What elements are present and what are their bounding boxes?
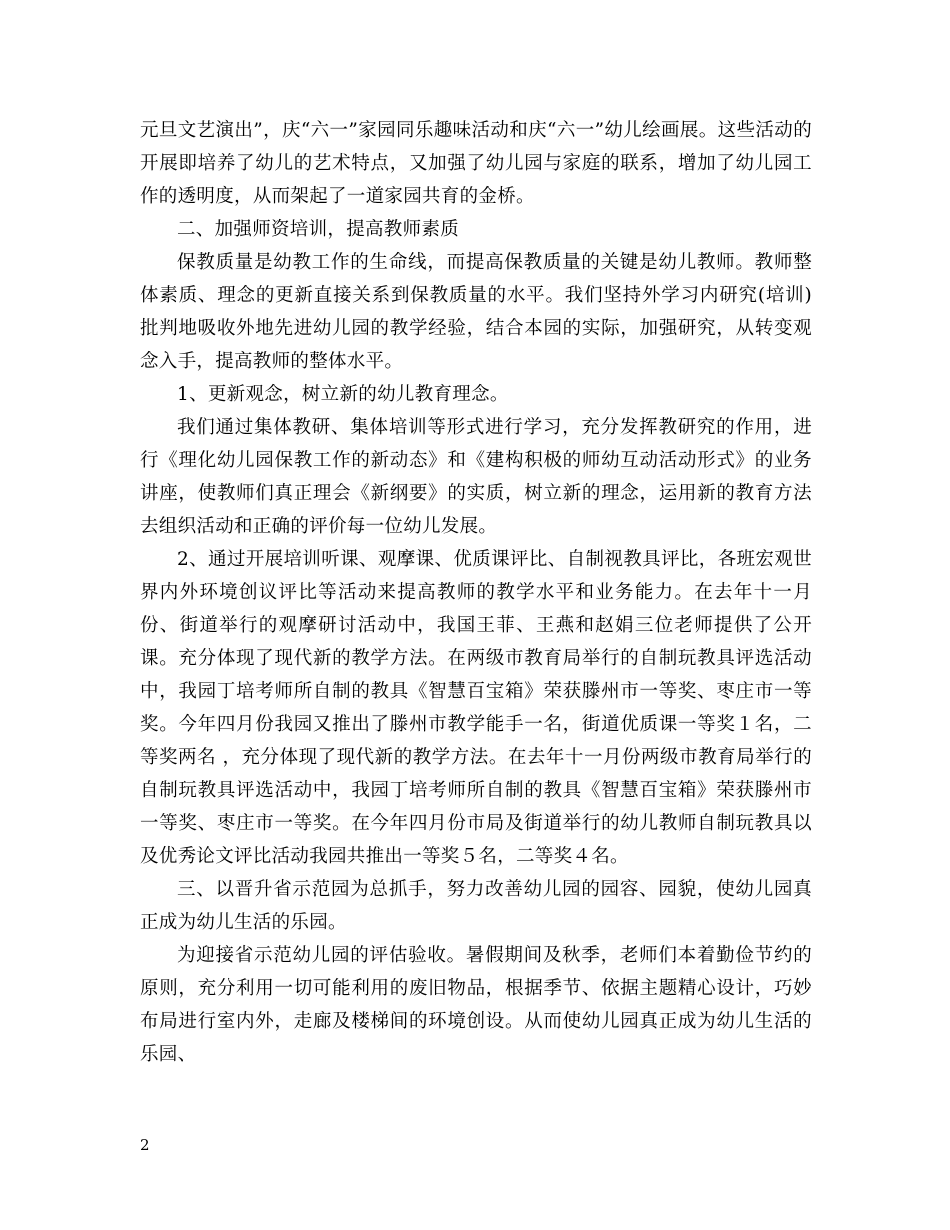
paragraph: 保教质量是幼教工作的生命线，而提高保教质量的关键是幼儿教师。教师整体素质、理念的更新直接关系到保教质量的水平。我们坚持外学习内研究(培训)批判地吸收外地先进幼儿园的教学经验，结合本园的实际，加强研究，从转变观念入手，提高教师的整体水平。 <box>140 252 812 372</box>
section-heading-2: 二、加强师资培训，提高教师素质 <box>177 219 460 240</box>
body-text <box>140 114 812 1071</box>
section-heading-3: 三、以晋升省示范园为总抓手，努力改善幼儿园的园容、园貌，使幼儿园真正成为幼儿生活的乐园。 <box>140 879 812 933</box>
paragraph: 元旦文艺演出”，庆“六一”家园同乐趣味活动和庆“六一”幼儿绘画展。这些活动的开展即培养了幼儿的艺术特点，又加强了幼儿园与家庭的联系，增加了幼儿园工作的透明度，从而架起了一道家园共育的金桥。 <box>140 120 812 207</box>
paragraph: 我们通过集体教研、集体培训等形式进行学习，充分发挥教研究的作用，进行《理化幼儿园保教工作的新动态》和《建构积极的师幼互动活动形式》的业务讲座，使教师们真正理会《新纲要》的实质，树立新的理念，运用新的教育方法去组织活动和正确的评价每一位幼儿发展。 <box>140 417 812 537</box>
paragraph: 为迎接省示范幼儿园的评估验收。暑假期间及秋季，老师们本着勤俭节约的原则，充分利用一切可能利用的废旧物品，根据季节、依据主题精心设计，巧妙布局进行室内外，走廊及楼梯间的环境创设。从而使幼儿园真正成为幼儿生活的乐园、 <box>140 945 812 1065</box>
page-number: 2 <box>140 1136 150 1154</box>
paragraph: 2、通过开展培训听课、观摩课、优质课评比、自制视教具评比，各班宏观世界内外环境创议评比等活动来提高教师的教学水平和业务能力。在去年十一月份、街道举行的观摩研讨活动中，我国王菲、王燕和赵娟三位老师提供了公开课。充分体现了现代新的教学方法。在两级市教育局举行的自制玩教具评选活动中，我园丁培考师所自制的教具《智慧百宝箱》荣获滕州市一等奖、枣庄市一等奖。今年四月份我园又推出了滕州市教学能手一名，街道优质课一等奖１名，二等奖两名 ，充分体现了现代新的教学方法。在去年十一月份两级市教育局举行的自制玩教具评选活动中，我园丁培考师所自制的教具《智慧百宝箱》荣获滕州市一等奖、枣庄市一等奖。在今年四月份市局及街道举行的幼儿教师自制玩教具以及优秀论文评比活动我园共推出一等奖５名，二等奖４名。 <box>140 549 812 867</box>
subheading-1: 1、更新观念，树立新的幼儿教育理念。 <box>177 384 509 405</box>
